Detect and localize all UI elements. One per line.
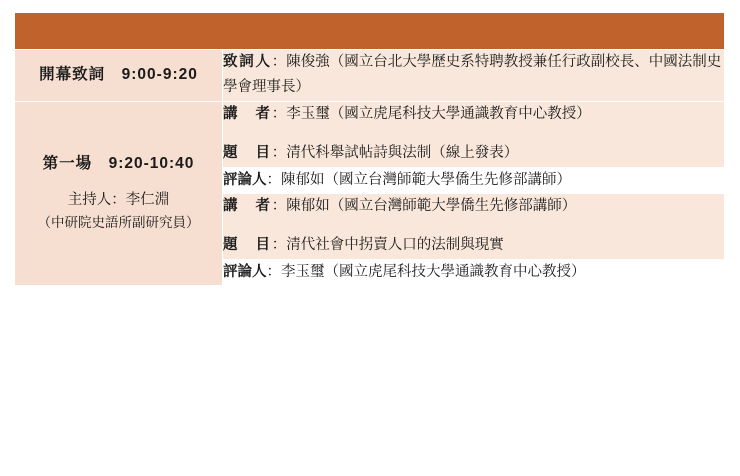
- detail-value: 陳郁如（國立台灣師範大學僑生先修部講師）: [286, 197, 577, 214]
- detail-value: 李玉璽（國立虎尾科技大學通識教育中心教授）: [281, 263, 586, 280]
- session-info-cell: [15, 50, 223, 102]
- detail-value: 陳郁如（國立台灣師範大學僑生先修部講師）: [281, 171, 571, 188]
- session-detail-cell: [223, 167, 725, 193]
- detail-label: 題 目: [223, 237, 272, 254]
- detail-separator: ：: [266, 171, 281, 188]
- detail-separator: ：: [271, 54, 287, 70]
- detail-line: [223, 194, 724, 219]
- detail-line: [223, 260, 724, 285]
- session-detail-cell: [223, 193, 725, 259]
- detail-label: 講 者: [223, 197, 272, 214]
- detail-label: 評論人: [223, 171, 267, 188]
- detail-separator: ：: [271, 145, 287, 162]
- session-detail-cell: [223, 259, 725, 285]
- session-host-affiliation: （中研院史語所副研究員）: [37, 215, 200, 231]
- detail-label: 評論人: [223, 263, 267, 280]
- detail-value: 清代社會中拐賣人口的法制與現實: [286, 237, 504, 254]
- spacer: [15, 178, 222, 188]
- detail-separator: ：: [271, 237, 287, 254]
- detail-label: 講 者: [223, 105, 272, 122]
- table-row: [15, 50, 725, 102]
- session-host: 主持人：李仁淵: [67, 191, 170, 208]
- session-detail-cell: [223, 50, 725, 102]
- detail-line: [223, 102, 724, 127]
- session-detail-cell: [223, 101, 725, 167]
- detail-line: [223, 50, 724, 101]
- detail-line: [223, 168, 724, 193]
- detail-value: 李玉璽（國立虎尾科技大學通識教育中心教授）: [286, 105, 591, 122]
- header-banner: [15, 13, 725, 50]
- detail-value: 陳俊強（國立台北大學歷史系特聘教授兼任行政副校長、中國法制史學會理事長）: [223, 54, 722, 96]
- header-banner-row: [15, 13, 725, 50]
- detail-separator: ：: [266, 263, 281, 280]
- detail-separator: ：: [271, 197, 287, 214]
- detail-separator: ：: [271, 105, 287, 122]
- detail-label: 致詞人: [223, 54, 272, 70]
- detail-line: [223, 141, 724, 166]
- session-title: 第一場 9:20-10:40: [42, 155, 195, 173]
- detail-line: [223, 233, 724, 258]
- session-title: 開幕致詞 9:00-9:20: [39, 66, 198, 84]
- session-info-cell: [15, 101, 223, 285]
- detail-value: 清代科舉試帖詩與法制（線上發表）: [286, 145, 519, 162]
- table-row: [15, 101, 725, 167]
- schedule-table: [14, 12, 725, 286]
- detail-label: 題 目: [223, 145, 272, 162]
